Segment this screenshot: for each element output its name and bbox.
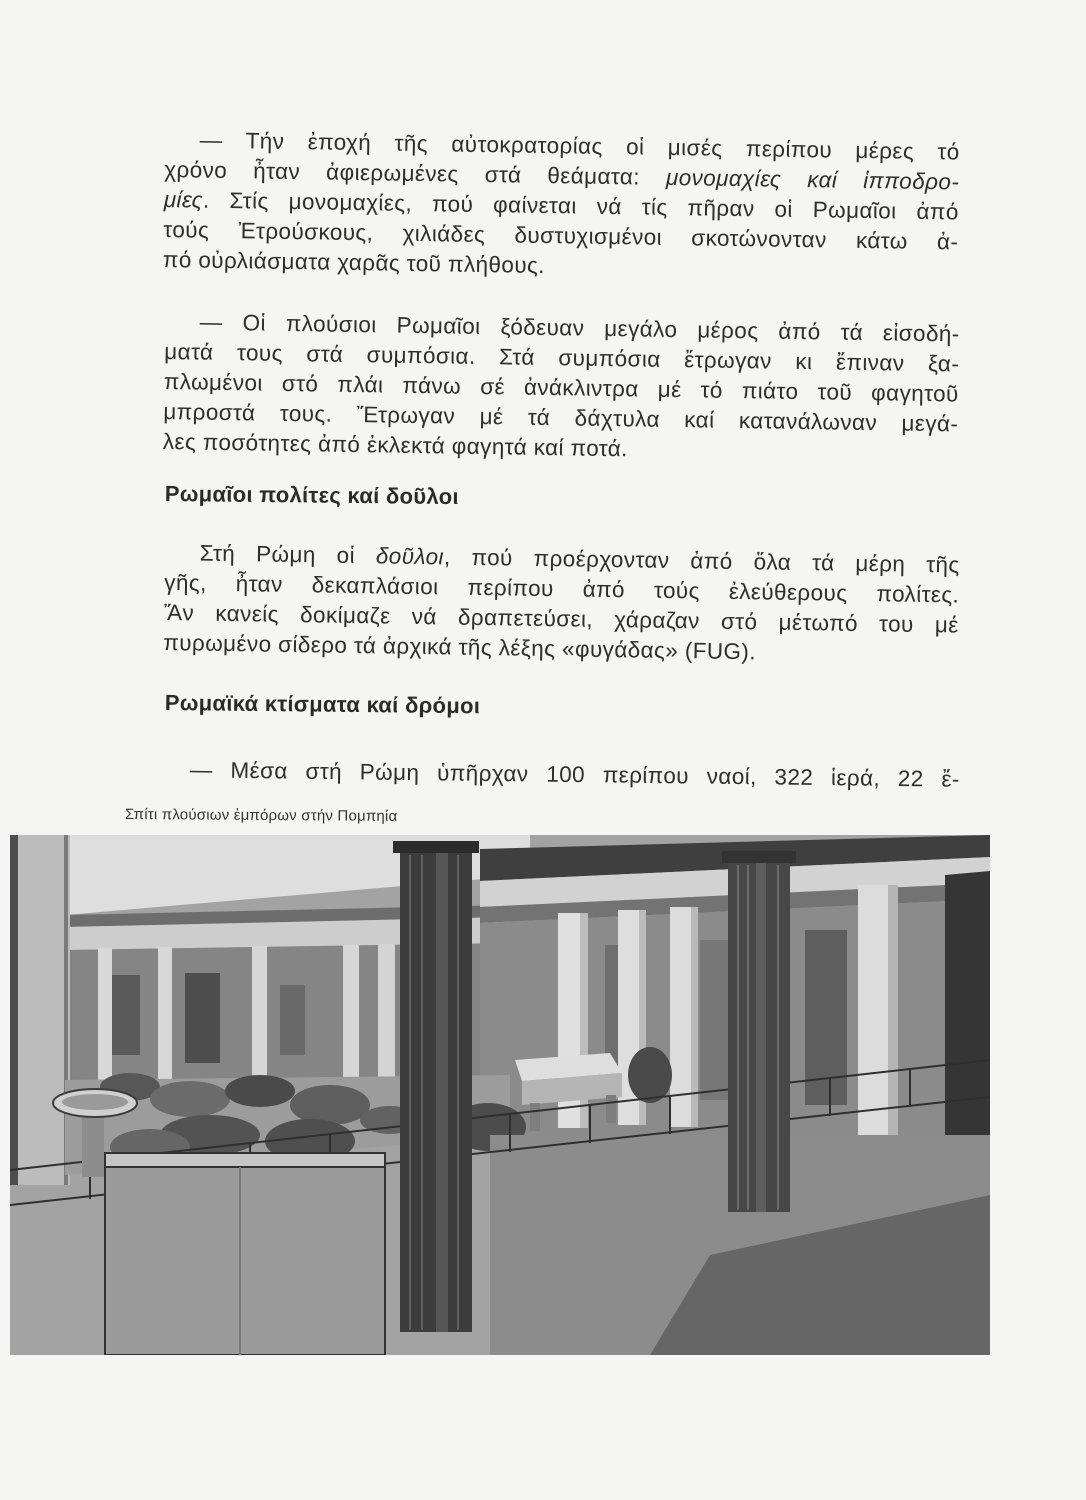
back-column bbox=[98, 948, 112, 1083]
section-heading: Ρωμαϊκά κτίσματα καί δρόμοι bbox=[164, 689, 481, 719]
courtyard-photo bbox=[10, 835, 990, 1355]
text-run: χρόνο ἦταν ἀφιερωμένες στά θεάματα: bbox=[164, 156, 667, 190]
column-capital bbox=[393, 841, 479, 853]
plant bbox=[150, 1081, 230, 1117]
wall-panel bbox=[700, 940, 730, 1100]
planter bbox=[105, 1153, 385, 1355]
paragraph-games bbox=[163, 125, 960, 287]
text-run: Ἄν κανείς δοκίμαζε νά δραπετεύσει, χάραζαν στό μέτωπό του μέ bbox=[163, 599, 959, 638]
doorway bbox=[110, 975, 140, 1055]
section-heading: Ρωμαῖοι πολίτες καί δοῦλοι bbox=[164, 480, 460, 510]
left-wall-edge bbox=[10, 835, 18, 1185]
italic-text-run: μίες bbox=[163, 186, 204, 213]
back-column bbox=[343, 945, 359, 1085]
text-run: . Στίς μονομαχίες, πού φαίνεται νά τίς πῆραν οἱ Ρωμαῖοι ἀπό bbox=[202, 187, 959, 225]
text-run: τούς Ἐτρούσκους, χιλιάδες δυστυχισμένοι σκοτώνονταν κάτω ἀ- bbox=[163, 216, 959, 255]
italic-text-run: μονομαχίες καί ἱπποδρο- bbox=[665, 164, 960, 195]
column-highlight bbox=[436, 847, 448, 1332]
back-column bbox=[252, 946, 267, 1086]
text-run: ματά τους στά συμπόσια. Στά συμπόσια ἔτρωγαν κι ἔπιναν ξα- bbox=[164, 338, 960, 377]
paragraph-slaves bbox=[163, 538, 960, 670]
left-wall bbox=[10, 835, 70, 1185]
text-run: , πού προέρχονταν ἀπό ὅλα τά μέρη τῆς bbox=[443, 544, 960, 578]
figure-caption: Σπίτι πλούσιων ἐμπόρων στήν Πομπηία bbox=[124, 806, 398, 825]
plant bbox=[290, 1085, 370, 1125]
paragraph-buildings bbox=[165, 755, 960, 795]
doorway bbox=[280, 985, 305, 1055]
italic-text-run: δοῦλοι bbox=[375, 543, 445, 570]
planter-rim bbox=[105, 1153, 385, 1167]
text-run: γῆς, ἦταν δεκαπλάσιοι περίπου ἀπό τούς ἐλεύθερους πολίτες. bbox=[164, 569, 960, 608]
column-capital bbox=[722, 851, 796, 863]
text-line bbox=[165, 755, 960, 795]
back-column bbox=[378, 944, 395, 1086]
right-column-shade bbox=[888, 885, 898, 1140]
text-run: — Τήν ἐποχή τῆς αὐτοκρατορίας οἱ μισές περίπου μέρες τό bbox=[199, 127, 960, 165]
text-run: πλωμένοι στό πλάι πάνω σέ ἀνάκλιντρα μέ τό πιάτο τοῦ φαγητοῦ bbox=[163, 368, 959, 407]
plant bbox=[628, 1047, 672, 1103]
fountain-water bbox=[62, 1094, 128, 1110]
text-run: πυρωμένο σίδερο τά ἀρχικά τῆς λέξης «φυγάδας» (FUG). bbox=[163, 629, 757, 665]
text-run: — Μέσα στή Ρώμη ὑπῆρχαν 100 περίπου ναοί, 322 ἱερά, 22 ἔ- bbox=[189, 757, 960, 792]
doorway bbox=[185, 973, 220, 1063]
text-run: λες ποσότητες ἀπό ἐκλεκτά φαγητά καί ποτά. bbox=[162, 428, 629, 462]
column-highlight bbox=[756, 857, 766, 1212]
trough-leg bbox=[606, 1095, 616, 1123]
plant bbox=[225, 1075, 295, 1107]
text-run: πό οὐρλιάσματα χαρᾶς τοῦ πλήθους. bbox=[162, 246, 546, 278]
trough-leg bbox=[530, 1103, 540, 1131]
text-run: μπροστά τους. Ἔτρωγαν μέ τά δάχτυλα καί κατανάλωναν μεγά- bbox=[163, 398, 959, 437]
text-run: Στή Ρώμη οἱ bbox=[199, 540, 377, 569]
paragraph-banquets bbox=[163, 307, 960, 469]
text-run: — Οἱ πλούσιοι Ρωμαῖοι ξόδευαν μεγάλο μέρος ἀπό τά εἰσοδή- bbox=[199, 309, 960, 347]
back-column bbox=[158, 947, 172, 1085]
far-right-wall bbox=[945, 871, 990, 1155]
